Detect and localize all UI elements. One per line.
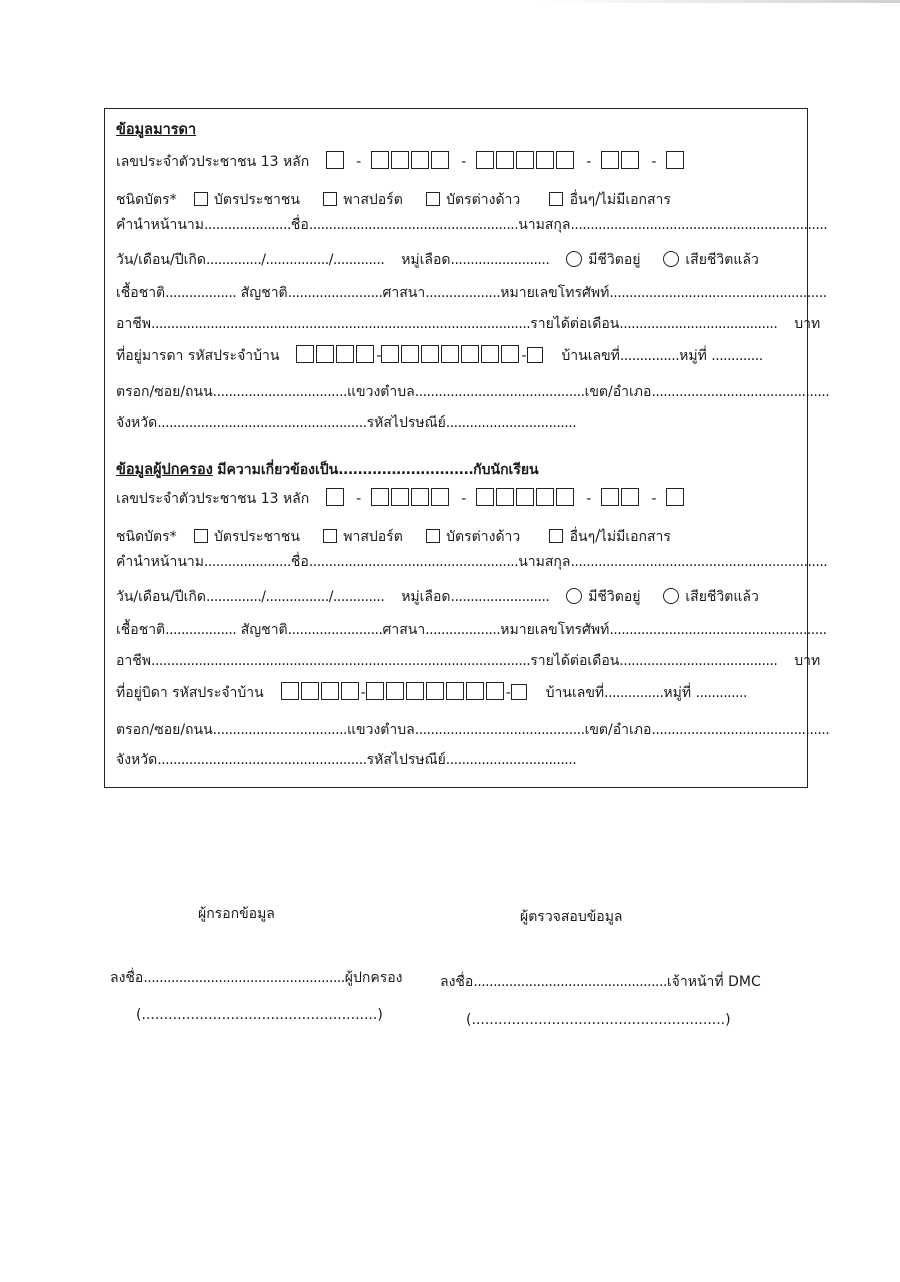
guardian-relation-suffix: กับนักเรียน (473, 462, 539, 478)
guardian-ethnicity-field[interactable]: .................. (165, 622, 237, 638)
guardian-house-no-field[interactable]: ............... (604, 685, 664, 701)
scan-edge-shadow (540, 0, 900, 3)
guardian-id-digit-box[interactable] (666, 488, 684, 506)
mother-house-code-box[interactable] (336, 345, 354, 363)
guardian-income-unit: บาท (794, 653, 821, 669)
guardian-house-code-box[interactable] (366, 682, 384, 700)
mother-id-digit-box[interactable] (326, 151, 344, 169)
mother-card-checkbox-alien[interactable] (426, 192, 440, 206)
mother-house-code-box[interactable] (401, 345, 419, 363)
mother-income-label: รายได้ต่อเดือน (530, 316, 620, 332)
guardian-street-row (116, 720, 829, 740)
mother-house-code-box[interactable] (461, 345, 479, 363)
mother-id-digit-box[interactable] (556, 151, 574, 169)
guardian-card-type-label: ชนิดบัตร* (116, 529, 177, 545)
mother-surname-field[interactable]: ................................................................. (570, 217, 828, 233)
mother-ethnicity-row (116, 283, 827, 303)
guardian-id-digit-box[interactable] (476, 488, 494, 506)
mother-district-label: เขต/อำเภอ (584, 384, 652, 400)
guardian-card-type-row (116, 527, 671, 547)
filler-sign-row (110, 968, 403, 988)
mother-alive-radio[interactable] (566, 251, 582, 267)
guardian-house-code-box[interactable] (281, 682, 299, 700)
mother-card-type-label: ชนิดบัตร* (116, 192, 177, 208)
guardian-id-label: เลขประจำตัวประชาชน 13 หลัก (116, 491, 310, 507)
guardian-dob-row (116, 587, 759, 607)
mother-ethnicity-field[interactable]: .................. (165, 285, 237, 301)
mother-dead-label: เสียชีวิตแล้ว (685, 252, 759, 268)
filler-sign-field[interactable]: ................................................... (143, 970, 345, 986)
guardian-moo-label: หมู่ที่ (663, 685, 692, 701)
mother-phone-label: หมายเลขโทรศัพท์ (500, 285, 610, 301)
guardian-dead-label: เสียชีวิตแล้ว (685, 589, 759, 605)
guardian-card-option-passport: พาสปอร์ต (343, 529, 403, 545)
mother-street-row (116, 382, 829, 402)
guardian-street-field[interactable]: .................................. (212, 722, 347, 738)
guardian-name-row (116, 552, 827, 572)
guardian-dead-radio[interactable] (663, 588, 679, 604)
mother-house-no-label: บ้านเลขที่ (561, 348, 620, 364)
guardian-postal-field[interactable]: ................................. (445, 752, 577, 768)
guardian-income-field[interactable]: ........................................ (619, 653, 778, 669)
mother-occupation-field[interactable]: ................................................................................................ (151, 316, 531, 332)
guardian-dob-day-field[interactable]: .............. (205, 589, 262, 605)
mother-occupation-label: อาชีพ (116, 316, 151, 332)
mother-house-code-box[interactable] (356, 345, 374, 363)
guardian-house-code-box[interactable] (341, 682, 359, 700)
guardian-id-digit-box[interactable] (371, 488, 389, 506)
mother-house-code-box[interactable] (316, 345, 334, 363)
guardian-surname-field[interactable]: ................................................................. (570, 554, 828, 570)
mother-province-label: จังหวัด (116, 415, 158, 431)
guardian-dob-month-field[interactable]: /................ (261, 589, 329, 605)
mother-id-digit-box[interactable] (371, 151, 389, 169)
guardian-religion-field[interactable]: ................... (425, 622, 501, 638)
filler-role: ผู้ปกครอง (344, 970, 403, 986)
mother-id-digit-box[interactable] (666, 151, 684, 169)
checker-sign-label: ลงชื่อ (440, 974, 474, 990)
guardian-surname-label: นามสกุล (518, 554, 571, 570)
mother-id-digit-box[interactable] (476, 151, 494, 169)
mother-card-option-other: อื่นๆ/ไม่มีเอกสาร (569, 192, 671, 208)
mother-id-digit-box[interactable] (536, 151, 554, 169)
mother-nationality-label: สัญชาติ (240, 285, 288, 301)
guardian-occupation-label: อาชีพ (116, 653, 151, 669)
guardian-name-field[interactable]: ..................................................... (308, 554, 519, 570)
mother-card-option-idcard: บัตรประชาชน (214, 192, 300, 208)
guardian-occupation-row (116, 651, 820, 671)
mother-ethnicity-label: เชื้อชาติ (116, 285, 166, 301)
guardian-ethnicity-row (116, 620, 827, 640)
mother-district-field[interactable]: ............................................. (651, 384, 830, 400)
guardian-province-row (116, 750, 576, 770)
guardian-id-digit-box[interactable] (431, 488, 449, 506)
mother-id-digit-box[interactable] (601, 151, 619, 169)
mother-surname-label: นามสกุล (518, 217, 571, 233)
mother-moo-label: หมู่ที่ (679, 348, 707, 364)
guardian-id-digit-box[interactable] (601, 488, 619, 506)
mother-moo-field[interactable]: ............. (711, 348, 763, 364)
mother-address-label: ที่อยู่มารดา รหัสประจำบ้าน (116, 348, 280, 364)
mother-occupation-row (116, 314, 820, 334)
mother-nationality-field[interactable]: ........................ (287, 285, 383, 301)
guardian-alive-label: มีชีวิตอยู่ (588, 589, 641, 605)
mother-house-no-field[interactable]: ............... (619, 348, 680, 364)
mother-id-label: เลขประจำตัวประชาชน 13 หลัก (116, 154, 310, 170)
mother-blood-field[interactable]: ......................... (450, 252, 550, 268)
guardian-province-field[interactable]: ..................................................... (157, 752, 367, 768)
guardian-card-checkbox-idcard[interactable] (194, 529, 208, 543)
mother-house-code-box[interactable] (527, 347, 543, 363)
mother-street-field[interactable]: .................................. (212, 384, 347, 400)
guardian-subdistrict-label: แขวงตำบล (346, 722, 415, 738)
mother-id-digit-box[interactable] (496, 151, 514, 169)
guardian-name-label: ชื่อ (290, 554, 309, 570)
guardian-id-digit-box[interactable] (496, 488, 514, 506)
guardian-heading-row (116, 460, 539, 480)
guardian-card-checkbox-passport[interactable] (323, 529, 337, 543)
guardian-phone-field[interactable]: ....................................................... (609, 622, 827, 638)
mother-name-field[interactable]: ..................................................... (308, 217, 519, 233)
guardian-card-option-other: อื่นๆ/ไม่มีเอกสาร (569, 529, 671, 545)
mother-postal-label: รหัสไปรษณีย์ (366, 415, 446, 431)
guardian-id-digit-box[interactable] (516, 488, 534, 506)
guardian-street-label: ตรอก/ซอย/ถนน (116, 722, 213, 738)
guardian-id-digit-box[interactable] (621, 488, 639, 506)
guardian-house-code-box[interactable] (426, 682, 444, 700)
guardian-nationality-label: สัญชาติ (240, 622, 288, 638)
guardian-house-code-box[interactable] (301, 682, 319, 700)
mother-income-unit: บาท (794, 316, 821, 332)
guardian-house-code-box[interactable] (511, 684, 527, 700)
mother-province-row (116, 413, 576, 433)
filler-printed-name-field[interactable]: (.....................................................) (136, 1007, 383, 1023)
guardian-id-digit-box[interactable] (556, 488, 574, 506)
guardian-house-no-label: บ้านเลขที่ (545, 685, 605, 701)
mother-id-digit-box[interactable] (621, 151, 639, 169)
guardian-blood-label: หมู่เลือด (401, 589, 451, 605)
guardian-relation-field[interactable]: ............................ (338, 462, 474, 478)
mother-house-code-box[interactable] (381, 345, 399, 363)
mother-card-checkbox-idcard[interactable] (194, 192, 208, 206)
filler-sign-label: ลงชื่อ (110, 970, 144, 986)
guardian-dob-year-field[interactable]: /............. (328, 589, 385, 605)
guardian-card-option-idcard: บัตรประชาชน (214, 529, 300, 545)
guardian-dob-label: วัน/เดือน/ปีเกิด (116, 589, 206, 605)
checker-sign-field[interactable]: ................................................. (473, 974, 667, 990)
guardian-religion-label: ศาสนา (382, 622, 426, 638)
mother-address-row: ที่อยู่มารดา รหัสประจำบ้าน - - บ้านเลขที่...............หมู่ที่ ............. (116, 345, 763, 366)
mother-phone-field[interactable]: ....................................................... (609, 285, 827, 301)
guardian-house-code-box[interactable] (406, 682, 424, 700)
guardian-section-heading: ข้อมูลผู้ปกครอง (116, 462, 213, 478)
guardian-postal-label: รหัสไปรษณีย์ (366, 752, 446, 768)
mother-name-label: ชื่อ (290, 217, 309, 233)
mother-house-code-box[interactable] (501, 345, 519, 363)
guardian-subdistrict-field[interactable]: ........................................... (414, 722, 585, 738)
mother-id-digit-box[interactable] (431, 151, 449, 169)
guardian-address-label: ที่อยู่บิดา รหัสประจำบ้าน (116, 685, 264, 701)
guardian-title-label: คำนำหน้านาม (116, 554, 204, 570)
mother-name-row (116, 215, 827, 235)
filler-title: ผู้กรอกข้อมูล (198, 906, 275, 922)
guardian-house-code-box[interactable] (486, 682, 504, 700)
mother-dob-year-field[interactable]: /............. (328, 252, 385, 268)
mother-id-digit-box[interactable] (391, 151, 409, 169)
mother-religion-field[interactable]: ................... (425, 285, 501, 301)
mother-house-code-box[interactable] (481, 345, 499, 363)
guardian-occupation-field[interactable]: ................................................................................................ (151, 653, 531, 669)
guardian-nationality-field[interactable]: ........................ (287, 622, 383, 638)
guardian-id-digit-box[interactable] (536, 488, 554, 506)
guardian-id-row: เลขประจำตัวประชาชน 13 หลัก - - - - (116, 488, 686, 509)
mother-postal-field[interactable]: ................................. (445, 415, 577, 431)
mother-dob-row (116, 250, 759, 270)
mother-dob-month-field[interactable]: /................ (261, 252, 329, 268)
mother-subdistrict-field[interactable]: ........................................... (414, 384, 585, 400)
guardian-province-label: จังหวัด (116, 752, 158, 768)
guardian-ethnicity-label: เชื้อชาติ (116, 622, 166, 638)
guardian-house-code-box[interactable] (446, 682, 464, 700)
checker-sign-row (440, 972, 761, 992)
guardian-moo-field[interactable]: ............. (695, 685, 747, 701)
guardian-house-code-box[interactable] (386, 682, 404, 700)
guardian-income-label: รายได้ต่อเดือน (530, 653, 620, 669)
mother-section-heading: ข้อมูลมารดา (116, 122, 197, 138)
mother-card-checkbox-passport[interactable] (323, 192, 337, 206)
mother-card-checkbox-other[interactable] (549, 192, 563, 206)
mother-subdistrict-label: แขวงตำบล (346, 384, 415, 400)
guardian-card-checkbox-alien[interactable] (426, 529, 440, 543)
mother-dob-day-field[interactable]: .............. (205, 252, 262, 268)
mother-income-field[interactable]: ........................................ (619, 316, 778, 332)
mother-card-option-alien: บัตรต่างด้าว (446, 192, 521, 208)
mother-alive-label: มีชีวิตอยู่ (588, 252, 641, 268)
guardian-house-code-box[interactable] (466, 682, 484, 700)
mother-dob-label: วัน/เดือน/ปีเกิด (116, 252, 206, 268)
mother-dead-radio[interactable] (663, 251, 679, 267)
mother-house-code-box[interactable] (296, 345, 314, 363)
mother-house-code-box[interactable] (421, 345, 439, 363)
guardian-id-digit-box[interactable] (391, 488, 409, 506)
mother-house-code-box[interactable] (441, 345, 459, 363)
guardian-card-checkbox-other[interactable] (549, 529, 563, 543)
mother-id-row: เลขประจำตัวประชาชน 13 หลัก - - - - (116, 151, 686, 172)
mother-card-type-row (116, 190, 671, 210)
mother-card-option-passport: พาสปอร์ต (343, 192, 403, 208)
mother-title-label: คำนำหน้านาม (116, 217, 204, 233)
guardian-alive-radio[interactable] (566, 588, 582, 604)
checker-role: เจ้าหน้าที่ DMC (666, 974, 761, 990)
guardian-address-row: ที่อยู่บิดา รหัสประจำบ้าน - - บ้านเลขที่...............หมู่ที่ ............. (116, 682, 747, 703)
guardian-title-field[interactable]: ...................... (203, 554, 291, 570)
mother-title-field[interactable]: ...................... (203, 217, 291, 233)
checker-title: ผู้ตรวจสอบข้อมูล (520, 909, 623, 925)
guardian-district-field[interactable]: ............................................. (651, 722, 830, 738)
mother-id-digit-box[interactable] (516, 151, 534, 169)
mother-id-digit-box[interactable] (411, 151, 429, 169)
checker-printed-name-field[interactable]: (.........................................................) (466, 1012, 731, 1028)
guardian-blood-field[interactable]: ......................... (450, 589, 550, 605)
guardian-relation-prefix: มีความเกี่ยวข้องเป็น (217, 462, 339, 478)
guardian-id-digit-box[interactable] (411, 488, 429, 506)
mother-blood-label: หมู่เลือด (401, 252, 451, 268)
mother-street-label: ตรอก/ซอย/ถนน (116, 384, 213, 400)
guardian-phone-label: หมายเลขโทรศัพท์ (500, 622, 610, 638)
mother-province-field[interactable]: ..................................................... (157, 415, 367, 431)
guardian-house-code-box[interactable] (321, 682, 339, 700)
guardian-card-option-alien: บัตรต่างด้าว (446, 529, 521, 545)
guardian-id-digit-box[interactable] (326, 488, 344, 506)
guardian-district-label: เขต/อำเภอ (584, 722, 652, 738)
mother-religion-label: ศาสนา (382, 285, 426, 301)
